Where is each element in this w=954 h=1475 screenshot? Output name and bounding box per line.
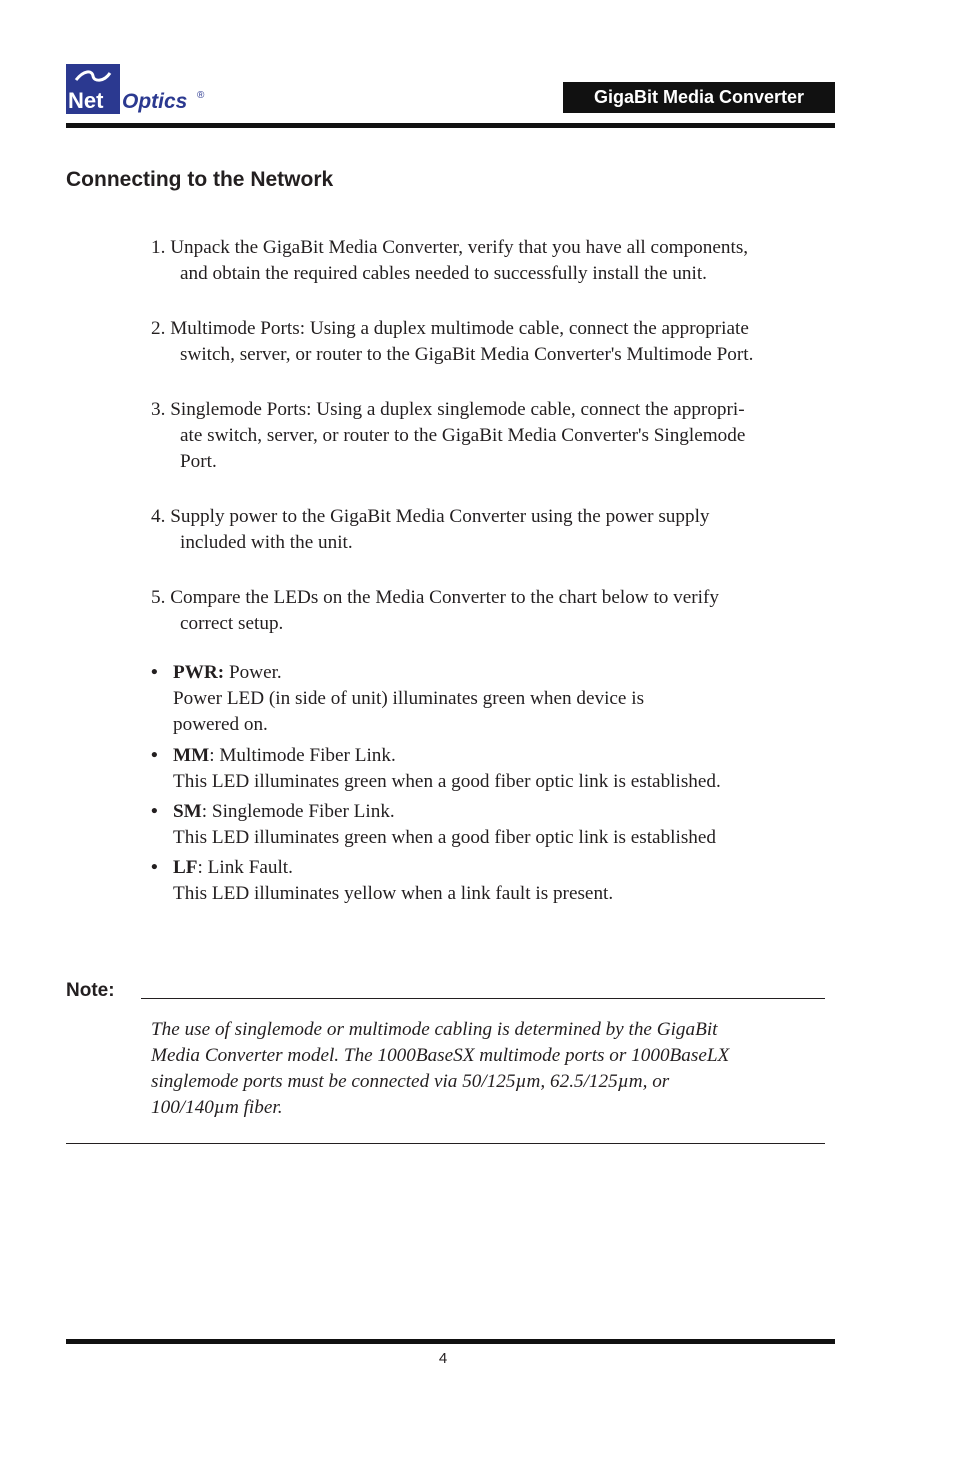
step-line: ate switch, server, or router to the GigaBit Media Converter's Singlemode (180, 425, 746, 446)
led-item-mm (151, 743, 851, 795)
led-description: powered on. (173, 714, 268, 735)
led-code: LF (173, 857, 198, 878)
header-badge: GigaBit Media Converter (563, 82, 835, 113)
header-rule (66, 123, 835, 128)
logo-mark (66, 64, 120, 114)
page-number: 4 (438, 1350, 448, 1367)
led-item-pwr (151, 660, 851, 738)
logo-optics-text: Optics (122, 90, 188, 113)
step-line: switch, server, or router to the GigaBit Media Converter's Multimode Port. (180, 344, 754, 365)
note-line: singlemode ports must be connected via 50/125µm, 62.5/125µm, or (151, 1071, 670, 1092)
step-2 (151, 316, 851, 368)
section-title: Connecting to the Network (66, 168, 334, 191)
step-line: 2. Multimode Ports: Using a duplex multimode cable, connect the appropriate (151, 318, 749, 339)
step-line: and obtain the required cables needed to successfully install the unit. (180, 263, 707, 284)
note-line: Media Converter model. The 1000BaseSX multimode ports or 1000BaseLX (151, 1045, 730, 1066)
note-line: The use of singlemode or multimode cabling is determined by the GigaBit (151, 1019, 718, 1040)
step-1 (151, 235, 851, 287)
logo-net-text: Net (68, 88, 104, 113)
bullet-icon: • (151, 662, 158, 683)
step-5 (151, 585, 851, 637)
note-text (151, 1017, 823, 1121)
step-line: 4. Supply power to the GigaBit Media Converter using the power supply (151, 506, 710, 527)
note-divider-bottom (66, 1143, 825, 1144)
led-description: This LED illuminates green when a good fiber optic link is established. (173, 771, 721, 792)
led-title: Power. (224, 662, 282, 683)
step-line: correct setup. (180, 613, 284, 634)
step-line: 3. Singlemode Ports: Using a duplex singlemode cable, connect the appropri- (151, 399, 745, 420)
note-line: 100/140µm fiber. (151, 1097, 283, 1118)
net-optics-logo (66, 64, 216, 116)
led-description: This LED illuminates green when a good fiber optic link is established (173, 827, 716, 848)
led-title: : Singlemode Fiber Link. (201, 801, 395, 822)
led-item-lf (151, 855, 851, 907)
registered-mark: ® (197, 90, 205, 101)
led-title: : Link Fault. (197, 857, 293, 878)
step-4 (151, 504, 851, 556)
led-description: This LED illuminates yellow when a link fault is present. (173, 883, 614, 904)
led-code: SM (173, 801, 202, 822)
step-line: 1. Unpack the GigaBit Media Converter, verify that you have all components, (151, 237, 749, 258)
step-3 (151, 397, 851, 475)
led-code: MM (173, 745, 210, 766)
note-divider-top (141, 998, 825, 999)
footer-rule (66, 1339, 835, 1344)
led-code: PWR: (173, 662, 225, 683)
led-item-sm (151, 799, 851, 851)
bullet-icon: • (151, 801, 158, 822)
step-line: Port. (180, 451, 217, 472)
step-line: included with the unit. (180, 532, 353, 553)
led-description: Power LED (in side of unit) illuminates green when device is (173, 688, 645, 709)
step-line: 5. Compare the LEDs on the Media Converter to the chart below to verify (151, 587, 719, 608)
led-title: : Multimode Fiber Link. (209, 745, 396, 766)
note-label: Note: (66, 980, 115, 1001)
wave-icon (74, 70, 112, 84)
bullet-icon: • (151, 745, 158, 766)
bullet-icon: • (151, 857, 158, 878)
